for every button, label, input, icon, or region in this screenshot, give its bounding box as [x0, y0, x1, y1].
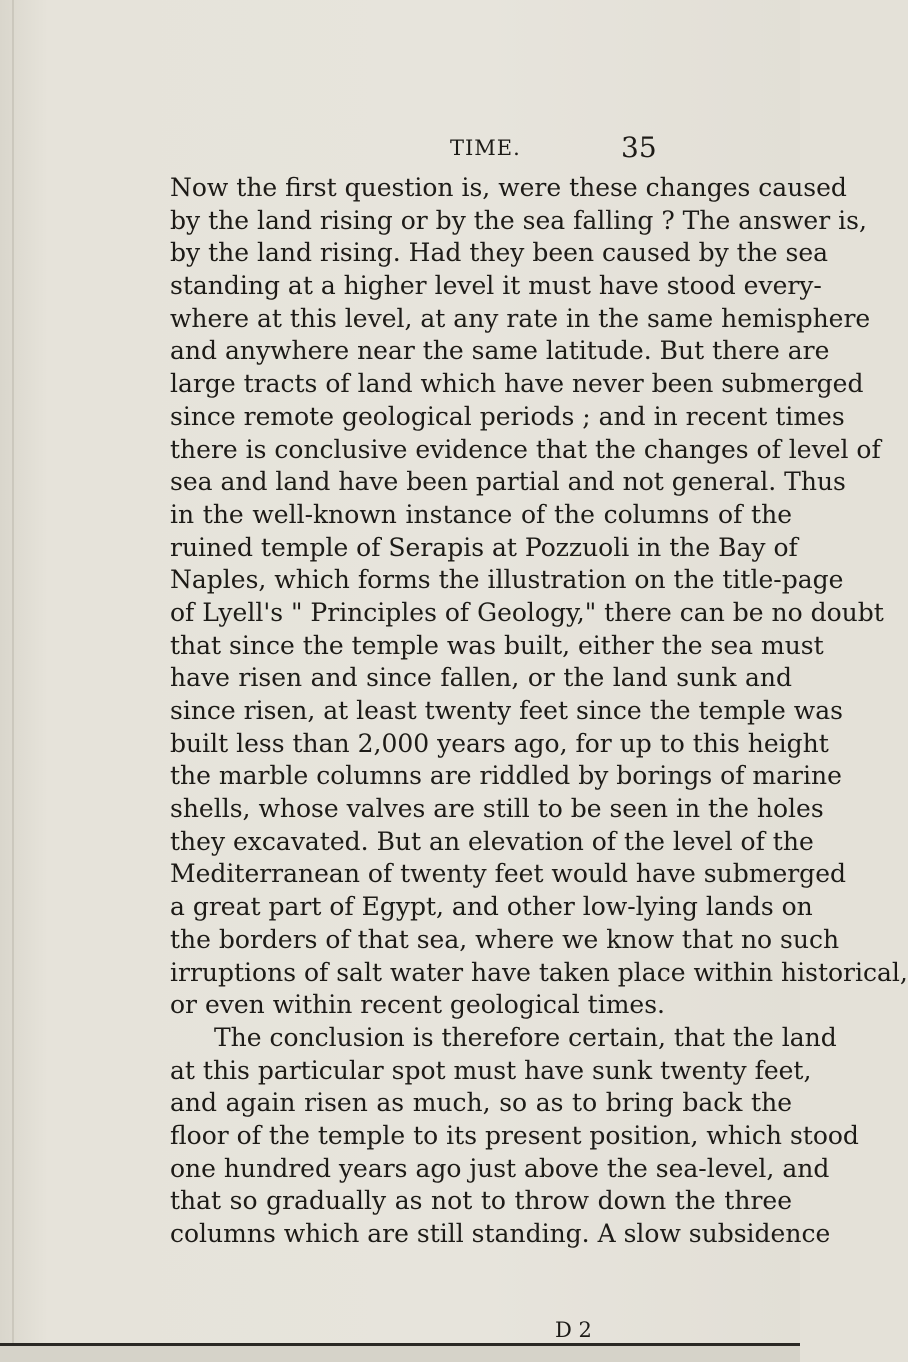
text-line: columns which are still standing. A slow subsidence	[170, 1219, 831, 1248]
text-line: Mediterranean of twenty feet would have submerged	[170, 859, 846, 889]
text-line: a great part of Egypt, and other low-lying lands on	[170, 892, 813, 922]
text-line: standing at a higher level it must have stood every-	[170, 271, 822, 301]
text-line: that since the temple was built, either the sea must	[170, 630, 824, 660]
text-line: ruined temple of Serapis at Pozzuoli in the Bay of	[170, 532, 798, 562]
signature-mark: D 2	[555, 1318, 592, 1342]
body-text	[170, 172, 908, 1251]
scan-bottom-margin	[0, 1346, 800, 1362]
paragraph-start-line: The conclusion is therefore certain, that the land	[214, 1022, 837, 1052]
text-line: of Lyell's " Principles of Geology," there can be no doubt	[170, 597, 884, 627]
text-line: large tracts of land which have never been submerged	[170, 369, 864, 399]
text-line: since remote geological periods ; and in recent times	[170, 401, 845, 431]
page-number: 35	[621, 131, 657, 164]
text-line: built less than 2,000 years ago, for up to this height	[170, 728, 829, 758]
text-line: and again risen as much, so as to bring back the	[170, 1088, 792, 1118]
text-line: the marble columns are riddled by borings of marine	[170, 761, 842, 791]
text-line: and anywhere near the same latitude. But there are	[170, 336, 830, 366]
text-line: shells, whose valves are still to be seen in the holes	[170, 794, 824, 824]
text-line: the borders of that sea, where we know that no such	[170, 924, 840, 954]
text-line: irruptions of salt water have taken place within historical,	[170, 957, 908, 987]
text-line: Now the first question is, were these changes caused	[170, 173, 847, 202]
text-line: since risen, at least twenty feet since the temple was	[170, 696, 843, 725]
text-line: by the land rising. Had they been caused by the sea	[170, 238, 829, 268]
text-line: where at this level, at any rate in the same hemisphere	[170, 303, 871, 333]
text-line: they excavated. But an elevation of the level of the	[170, 826, 814, 856]
text-line: sea and land have been partial and not general. Thus	[170, 467, 846, 497]
text-line: by the land rising or by the sea falling ? The answer is,	[170, 205, 867, 235]
text-line: that so gradually as not to throw down the three	[170, 1186, 792, 1216]
paragraph-end-line: or even within recent geological times.	[170, 990, 665, 1020]
text-line: at this particular spot must have sunk twenty feet,	[170, 1055, 812, 1085]
text-line: in the well-known instance of the columns of the	[170, 499, 792, 529]
text-line: have risen and since fallen, or the land sunk and	[170, 663, 792, 693]
running-head	[0, 128, 800, 168]
text-line: Naples, which forms the illustration on the title-page	[170, 565, 844, 595]
text-line: one hundred years ago just above the sea-level, and	[170, 1153, 830, 1183]
text-line: floor of the temple to its present position, which stood	[170, 1120, 859, 1150]
running-head-title: TIME.	[450, 136, 521, 160]
page-gutter-edge	[12, 0, 14, 1362]
text-line: there is conclusive evidence that the changes of level of	[170, 434, 881, 464]
